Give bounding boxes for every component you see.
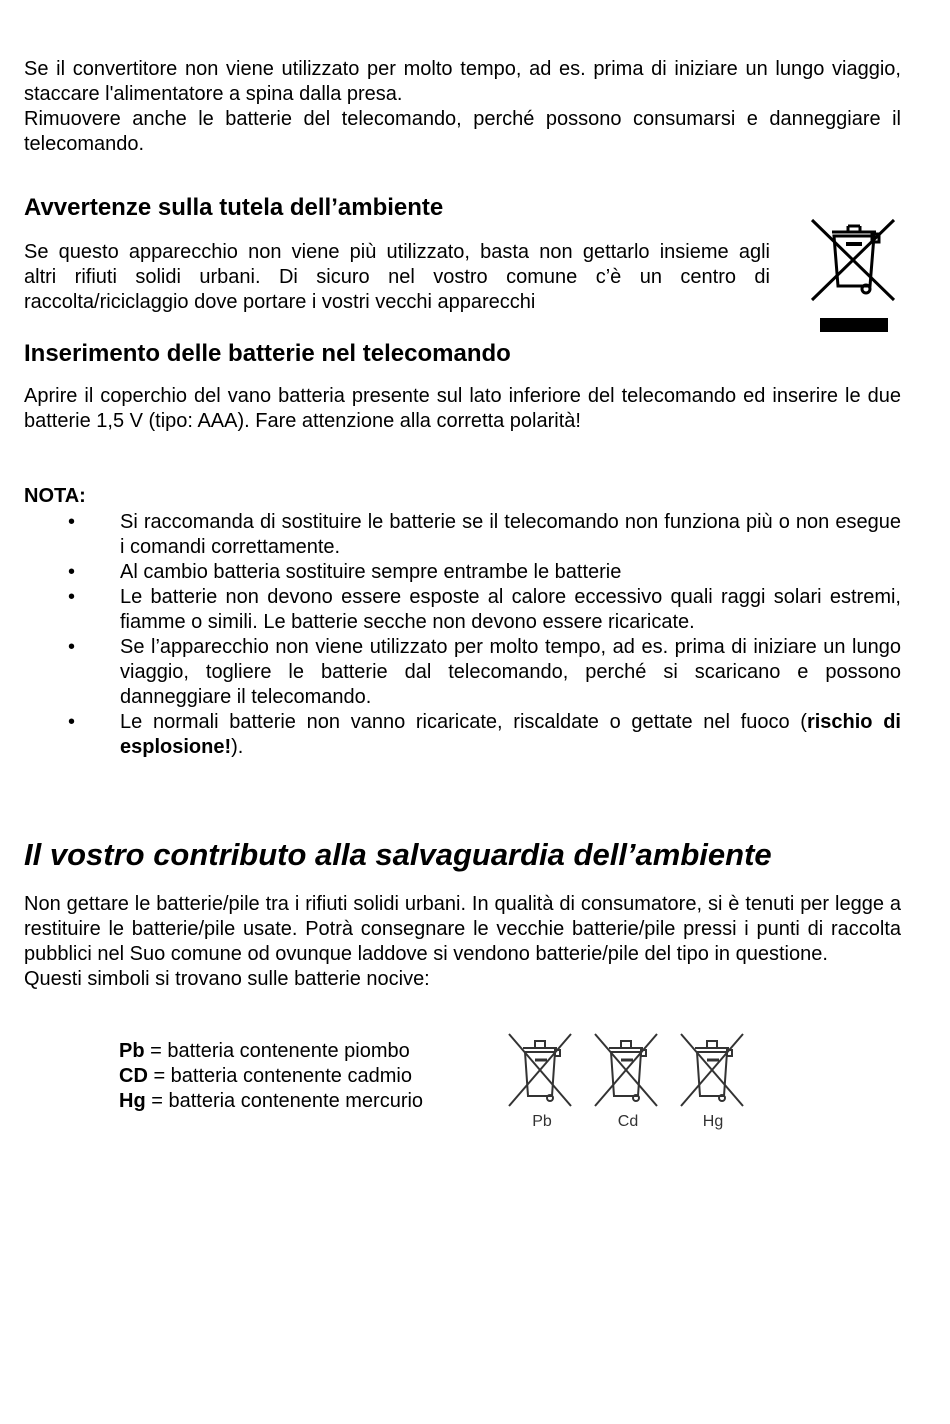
nota-label: NOTA: <box>24 485 86 507</box>
symbol-desc: = batteria contenente mercurio <box>145 1090 424 1112</box>
intro-paragraph-1: Se il convertitore non viene utilizzato per molto tempo, ad es. prima di iniziare un lungo viaggio, staccare l'alimentatore a spina dalla presa. <box>24 58 901 105</box>
bullet-icon: • <box>68 561 76 583</box>
bullet-icon: • <box>68 711 76 733</box>
nota-item <box>24 585 901 635</box>
bin-label-cd: Cd <box>617 1113 639 1130</box>
battery-symbol-legend <box>119 1039 499 1114</box>
intro-paragraph-2: Rimuovere anche le batterie del telecomando, perché possono consumarsi e danneggiare il telecomando. <box>24 108 901 155</box>
env-heading: Avvertenze sulla tutela dell’ambiente <box>24 194 444 221</box>
contribution-text <box>24 892 901 992</box>
contribution-heading: Il vostro contributo alla salvaguardia dell’ambiente <box>24 837 772 872</box>
nota-item-text: Si raccomanda di sostituire le batterie se il telecomando non funziona più o non esegue i comandi correttamente. <box>120 511 901 558</box>
nota-item <box>24 635 901 710</box>
symbol-code: Hg <box>119 1090 146 1112</box>
nota-item-text-suffix: ). <box>231 736 244 758</box>
contribution-paragraph-2: Questi simboli si trovano sulle batterie nocive: <box>24 968 430 990</box>
battery-text-block <box>24 384 901 434</box>
nota-list-block <box>24 510 901 760</box>
nota-item-text-prefix: Le normali batterie non vanno ricaricate, riscaldate o gettate nel fuoco ( <box>120 711 807 733</box>
bin-icon-pb <box>509 1034 571 1106</box>
symbol-code: CD <box>119 1065 148 1087</box>
nota-item-text: Se l’apparecchio non viene utilizzato per molto tempo, ad es. prima di iniziare un lungo viaggio, togliere le batterie dal telecomando, perché si scaricano e possono danneggiare il telecomando. <box>120 636 901 708</box>
contribution-paragraph-1: Non gettare le batterie/pile tra i rifiuti solidi urbani. In qualità di consumatore, si è tenuti per legge a restituire le batterie/pile usate. Potrà consegnare le vecchie batterie/pile pressi i punti di raccolta pubblici nel Suo comune od ovunque laddove si vendono batterie/pile del tipo in questione. <box>24 893 901 965</box>
nota-item <box>24 510 901 560</box>
symbol-legend-row <box>119 1039 499 1064</box>
battery-bin-icons <box>505 1030 755 1132</box>
bin-label-pb: Pb <box>532 1113 552 1130</box>
nota-item-text: Le batterie non devono essere esposte al calore eccessivo quali raggi solari estremi, fiamme o simili. Le batterie secche non devono essere ricaricate. <box>120 586 901 633</box>
nota-item-text-bold: rischio di esplosione! <box>120 711 901 758</box>
nota-item <box>24 560 901 585</box>
symbol-desc: = batteria contenente cadmio <box>147 1065 412 1087</box>
bullet-icon: • <box>68 636 76 658</box>
env-text <box>24 240 770 315</box>
symbol-legend-row <box>119 1064 499 1089</box>
battery-text: Aprire il coperchio del vano batteria presente sul lato inferiore del telecomando ed inserire le due batterie 1,5 V (tipo: AAA). Fare attenzione alla corretta polarità! <box>24 385 901 432</box>
nota-list <box>24 510 901 760</box>
nota-item-text: Al cambio batteria sostituire sempre entrambe le batterie <box>120 561 622 583</box>
env-line-1: Se questo apparecchio non viene più utilizzato, basta non gettarlo insieme agli <box>24 241 770 263</box>
crossed-out-wheelie-bin-icon <box>806 214 898 336</box>
bin-icon-cd <box>595 1034 657 1106</box>
nota-item <box>24 710 901 760</box>
symbol-desc: = batteria contenente piombo <box>144 1040 410 1062</box>
intro-section <box>24 57 901 157</box>
bin-icon-hg <box>681 1034 743 1106</box>
battery-heading: Inserimento delle batterie nel telecomando <box>24 340 511 367</box>
bin-label-hg: Hg <box>702 1113 724 1130</box>
bullet-icon: • <box>68 586 76 608</box>
bullet-icon: • <box>68 511 76 533</box>
symbol-legend-row <box>119 1089 499 1114</box>
env-line-2: altri rifiuti solidi urbani. Di sicuro nel vostro comune c’è un centro di <box>24 266 770 288</box>
symbol-code: Pb <box>119 1040 145 1062</box>
env-line-3: raccolta/riciclaggio dove portare i vostri vecchi apparecchi <box>24 291 536 313</box>
